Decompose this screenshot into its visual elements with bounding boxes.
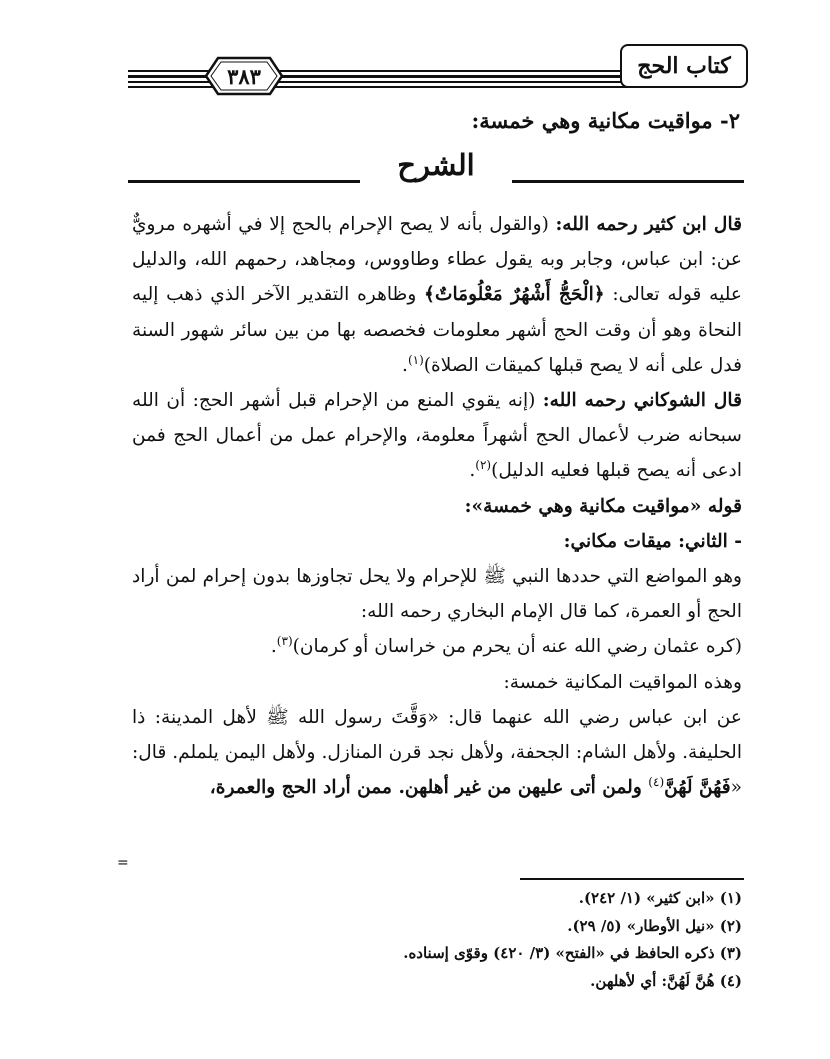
paragraph-lead: قال ابن كثير رحمه الله:: [555, 214, 742, 235]
footnote-item: (٢) «نيل الأوطار» (٥/ ٢٩).: [567, 916, 742, 935]
continuation-mark: =: [117, 855, 129, 871]
quote-heading: قوله «مواقيت مكانية وهي خمسة»:: [464, 495, 742, 517]
footnote-rule: [520, 878, 744, 880]
hadith-tail: ولمن أتى عليهن من غير أهلهن. ممن أراد الحج والعمرة،: [209, 777, 649, 799]
footnote-item: (٤) هُنَّ لَهُنَّ: أي لأهلهن.: [590, 971, 742, 990]
paragraph-shawkani: [132, 383, 742, 489]
paragraph-end: .: [469, 460, 476, 482]
hadith-text: عن ابن عباس رضي الله عنهما قال: «وَقَّتَ رسول الله ﷺ لأهل المدينة: ذا الحليفة. ولأهل الشام: الجحفة، ولأهل نجد قرن المنازل. ولأهل اليمن يلملم. قال: «: [132, 706, 742, 799]
body-text: [132, 207, 742, 805]
paragraph-text: وظاهره التقدير الآخر الذي ذهب إليه النحاة وهو أن وقت الحج أشهر معلومات فخصصه بها من بين سائر شهور السنة فدل على أنه لا يصح قبلها كميقات الصلاة): [132, 284, 742, 376]
paragraph-miqat: وهو المواضع التي حددها النبي ﷺ للإحرام ولا يحل تجاوزها بدون إحرام لمن أراد الحج أو العمرة، كما قال الإمام البخاري رحمه الله:: [132, 566, 742, 623]
hadith-bold: فَهُنَّ لَهُنَّ: [664, 777, 731, 799]
footnote-item: (١) «ابن كثير» (١/ ٢٤٢).: [578, 889, 742, 907]
page-number-badge: [196, 55, 292, 97]
footnote-ref[interactable]: (١): [407, 352, 424, 367]
paragraph-ibn-kathir: [132, 207, 742, 383]
paragraph-end: .: [402, 354, 408, 376]
page-number: ٣٨٣: [227, 63, 261, 89]
book-title: كتاب الحج: [620, 44, 748, 88]
paragraph-text: (والقول بأنه لا يصح الإحرام بالحج إلا في أشهره مرويٌّ عن: ابن عباس، وجابر وبه يقول عطاء وطاووس، ومجاهد، رحمهم الله، والدليل عليه قوله تعالى:: [132, 214, 742, 306]
section-title-block: [128, 148, 744, 194]
section-title: الشرح: [397, 148, 475, 182]
uthman-quote: (كره عثمان رضي الله عنه أن يحرم من خراسان أو كرمان): [292, 636, 742, 658]
second-heading: - الثاني: ميقات مكاني:: [563, 530, 742, 552]
footnote-ref[interactable]: (٢): [475, 458, 492, 473]
paragraph-hadith: [132, 700, 742, 806]
footnote-ref[interactable]: (٤): [648, 775, 665, 790]
footnotes: [142, 885, 742, 995]
footnote-item: (٣) ذكره الحافظ في «الفتح» (٣/ ٤٢٠) وقوّى إسناده.: [403, 944, 742, 962]
sub-heading: ٢- مواقيت مكانية وهي خمسة:: [471, 108, 740, 133]
paragraph-end: .: [270, 636, 277, 658]
five-miqat-line: وهذه المواقيت المكانية خمسة:: [503, 671, 742, 693]
paragraph-uthman: [132, 629, 742, 664]
quran-verse: ﴿الْحَجُّ أَشْهُرٌ مَعْلُومَاتٌ﴾: [424, 284, 605, 306]
paragraph-lead: قال الشوكاني رحمه الله:: [542, 390, 742, 412]
footnote-ref[interactable]: (٣): [276, 634, 293, 649]
paragraph-text: (إنه يقوي المنع من الإحرام قبل أشهر الحج: أن الله سبحانه ضرب لأعمال الحج أشهراً معلومة، والإحرام عمل من أعمال الحج فمن ادعى أنه يصح قبلها فعليه الدليل): [132, 390, 742, 482]
